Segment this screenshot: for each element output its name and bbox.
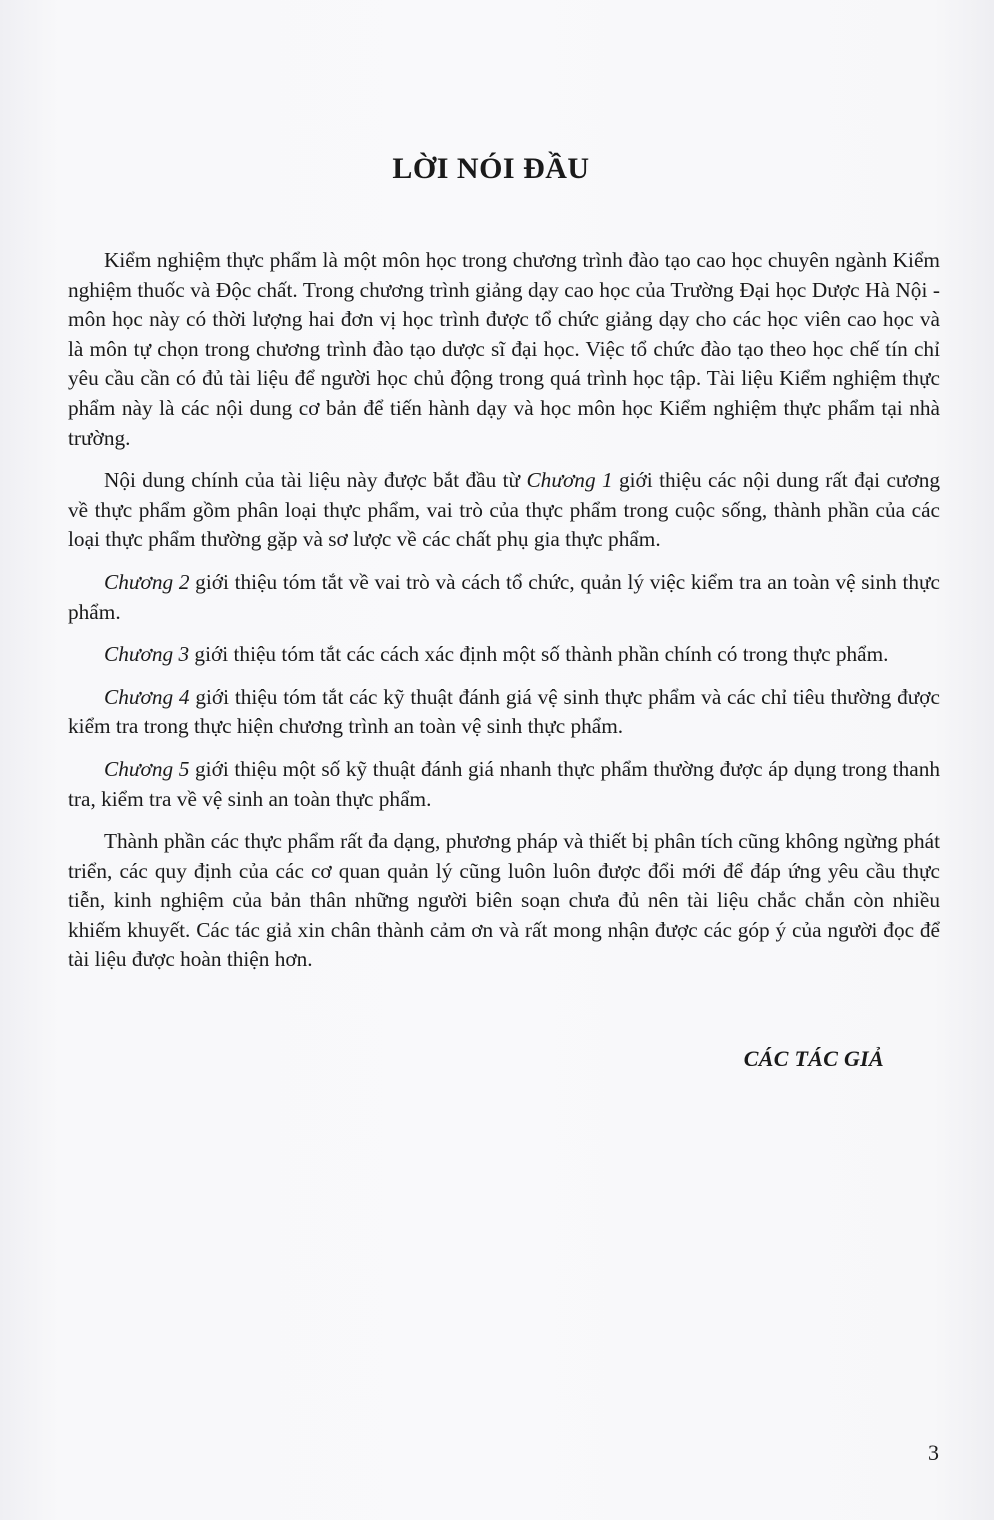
paragraph-text: giới thiệu tóm tắt về vai trò và cách tổ chức, quản lý việc kiểm tra an toàn vệ sinh thực phẩm. bbox=[68, 569, 940, 624]
chapter-reference: Chương 2 bbox=[104, 569, 190, 594]
page-number: 3 bbox=[928, 1440, 939, 1465]
page-title: LỜI NÓI ĐẦU bbox=[392, 152, 590, 185]
paragraph bbox=[68, 640, 940, 670]
paragraph bbox=[68, 246, 940, 453]
chapter-reference: Chương 1 bbox=[526, 468, 613, 493]
paragraph-text: Thành phần các thực phẩm rất đa dạng, phương pháp và thiết bị phân tích cũng không ngừng phát triển, các quy định của các cơ quan quản lý cũng luôn luôn được đổi mới để đáp ứng yêu cầu thực tiễn, kinh nghiệm của bản thân những người biên soạn chưa đủ nên tài liệu chắc chắn còn nhiều khiếm khuyết. Các tác giả xin chân thành cảm ơn và rất mong nhận được các góp ý của người đọc để tài liệu được hoàn thiện hơn. bbox=[68, 829, 940, 972]
chapter-reference: Chương 3 bbox=[104, 642, 190, 667]
paragraph-text: giới thiệu tóm tắt các cách xác định một số thành phần chính có trong thực phẩm. bbox=[189, 642, 889, 667]
paragraph-text: giới thiệu các nội dung rất đại cương về thực phẩm gồm phân loại thực phẩm, vai trò của thực phẩm trong cuộc sống, thành phần của các loại thực phẩm thường gặp và sơ lược về các chất phụ gia thực phẩm. bbox=[68, 468, 941, 552]
paragraph bbox=[68, 683, 940, 742]
chapter-reference: Chương 5 bbox=[104, 756, 190, 781]
paragraph-text-pre: Nội dung chính của tài liệu này được bắt đầu từ bbox=[104, 468, 527, 493]
paragraph bbox=[68, 568, 940, 627]
paragraph-text: giới thiệu tóm tắt các kỹ thuật đánh giá vệ sinh thực phẩm và các chỉ tiêu thường được kiểm tra trong thực hiện chương trình an toàn vệ sinh thực phẩm. bbox=[68, 684, 941, 739]
paragraph-text: giới thiệu một số kỹ thuật đánh giá nhanh thực phẩm thường được áp dụng trong thanh tra, kiểm tra về vệ sinh an toàn thực phẩm. bbox=[68, 756, 940, 811]
paragraph-text: Kiểm nghiệm thực phẩm là một môn học trong chương trình đào tạo cao học chuyên ngành Kiểm nghiệm thuốc và Độc chất. Trong chương trình giảng dạy cao học của Trường Đại học Dược Hà Nội - môn học này có thời lượng hai đơn vị học trình được tổ chức giảng dạy cho các học viên cao học và là môn tự chọn trong chương trình đào tạo dược sĩ đại học. Việc tổ chức đào tạo theo học chế tín chỉ yêu cầu cần có đủ tài liệu để người học chủ động trong quá trình học tập. Tài liệu Kiểm nghiệm thực phẩm này là các nội dung cơ bản để tiến hành dạy và học môn học Kiểm nghiệm thực phẩm tại nhà trường. bbox=[68, 248, 940, 450]
signature: CÁC TÁC GIẢ bbox=[743, 1046, 884, 1071]
paragraph bbox=[68, 755, 940, 814]
chapter-reference: Chương 4 bbox=[104, 684, 190, 709]
paragraph bbox=[68, 827, 940, 975]
preface-body bbox=[68, 246, 940, 988]
paragraph bbox=[68, 466, 940, 555]
